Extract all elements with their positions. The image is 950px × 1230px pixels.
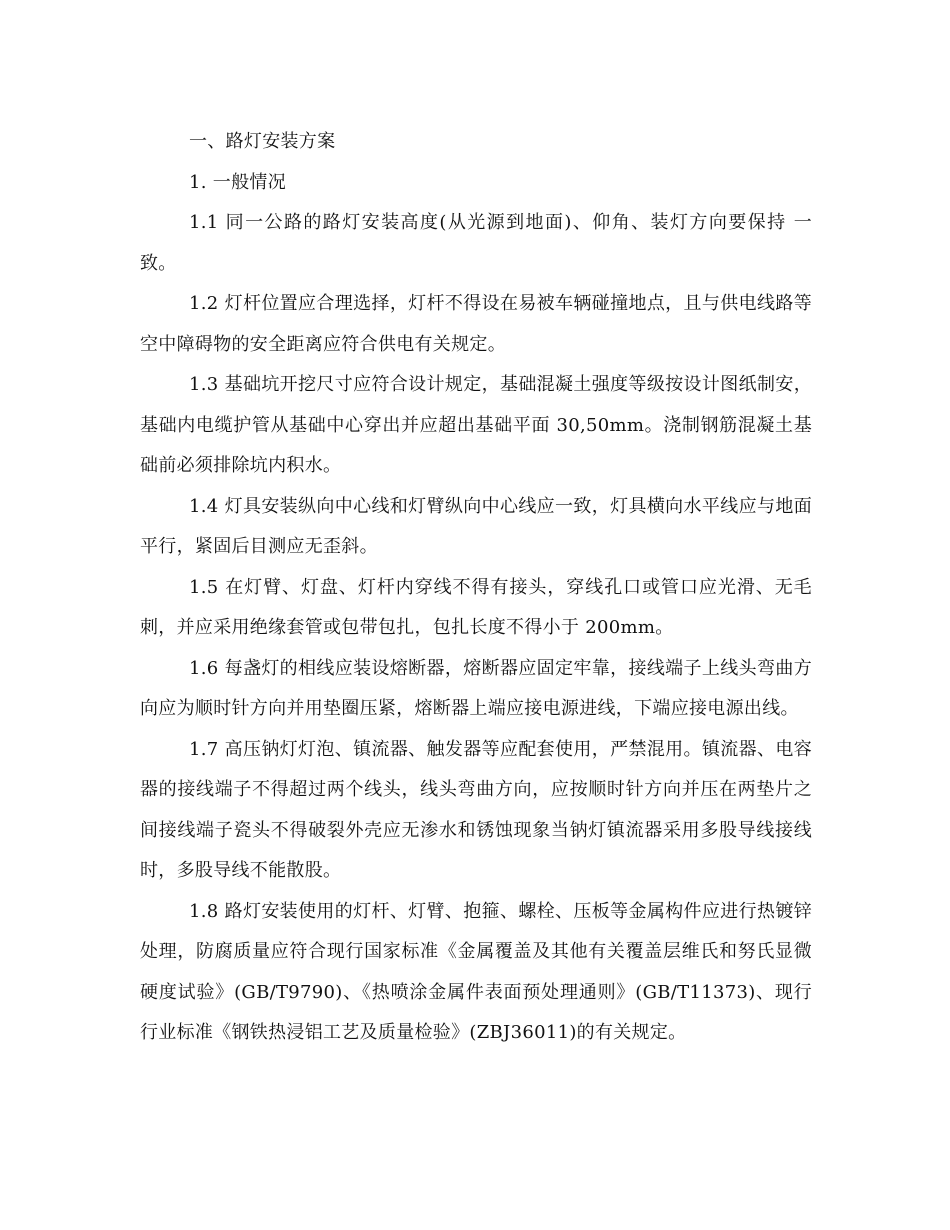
paragraph-1-8: 1.8 路灯安装使用的灯杆、灯臂、抱箍、螺栓、压板等金属构件应进行热镀锌处理，防腐质量应符合现行国家标准《金属覆盖及其他有关覆盖层维氏和努氏显微硬度试验》(GB/T9790)、《热喷涂金属件表面预处理通则》(GB/T11373)、现行行业标准《钢铁热浸铝工艺及质量检验》(ZBJ36011)的有关规定。	[140, 900, 812, 1043]
paragraph-1-3: 1.3 基础坑开挖尺寸应符合设计规定，基础混凝土强度等级按设计图纸制安，基础内电缆护管从基础中心穿出并应超出基础平面 30,50mm。浇制钢筋混凝土基础前必须排除坑内积水。	[140, 374, 812, 476]
document-body	[140, 122, 812, 1054]
paragraph-1-2: 1.2 灯杆位置应合理选择，灯杆不得设在易被车辆碰撞地点，且与供电线路等空中障碍物的安全距离应符合供电有关规定。	[140, 293, 812, 355]
paragraph-1-6: 1.6 每盏灯的相线应装设熔断器，熔断器应固定牢靠，接线端子上线头弯曲方向应为顺时针方向并用垫圈压紧，熔断器上端应接电源进线，下端应接电源出线。	[140, 657, 812, 719]
paragraph-1-7: 1.7 高压钠灯灯泡、镇流器、触发器等应配套使用，严禁混用。镇流器、电容器的接线端子不得超过两个线头，线头弯曲方向，应按顺时针方向并压在两垫片之间接线端子瓷头不得破裂外壳应无渗水和锈蚀现象当钠灯镇流器采用多股导线接线时，多股导线不能散股。	[140, 738, 812, 881]
paragraph-1-5: 1.5 在灯臂、灯盘、灯杆内穿线不得有接头，穿线孔口或管口应光滑、无毛刺，并应采用绝缘套管或包带包扎，包扎长度不得小于 200mm。	[140, 576, 812, 638]
document-title: 一、路灯安装方案	[189, 131, 336, 152]
section-heading: 1. 一般情况	[189, 171, 286, 193]
paragraph-1-1: 1.1 同一公路的路灯安装高度(从光源到地面)、仰角、装灯方向要保持 一致。	[140, 212, 812, 274]
paragraph-1-4: 1.4 灯具安装纵向中心线和灯臂纵向中心线应一致，灯具横向水平线应与地面平行，紧固后目测应无歪斜。	[140, 495, 812, 557]
